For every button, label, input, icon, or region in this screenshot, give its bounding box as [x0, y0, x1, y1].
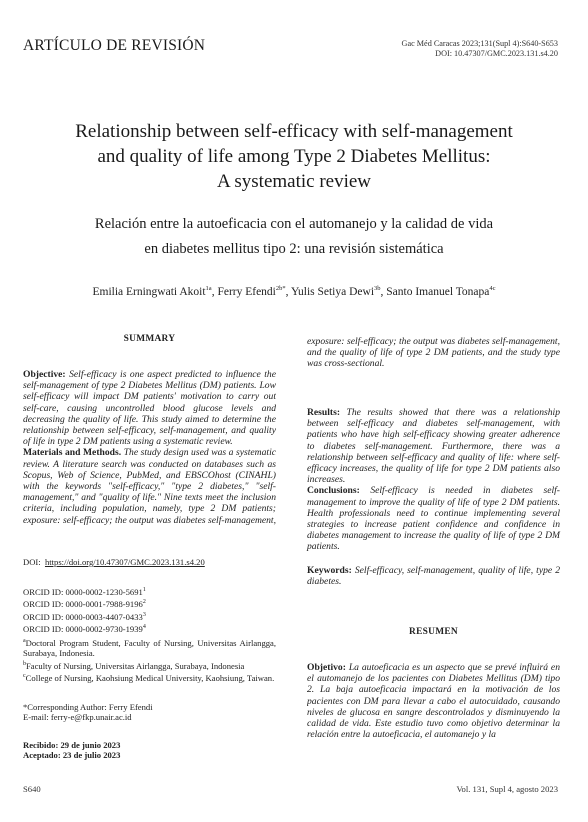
doi-label: DOI:	[23, 557, 41, 567]
affiliation: $^a$Doctoral Program Student, Faculty of Nursing, Universitas Airlangga, Surabaya, Indonesia.	[23, 637, 276, 659]
corresponding-author: *Corresponding Author: Ferry Efendi	[23, 702, 153, 712]
summary-conclusions: Conclusions: Self-efficacy is needed in diabetes self-management to improve the quality of life of type 2 DM patients. Health professionals need to continue implementing several strategies to increase patient confidence and confidence in diabetes management to increase the quality of life of type 2 DM patients.	[307, 485, 560, 553]
article-title	[20, 119, 568, 194]
orcid-id: ORCID ID: 0000-0002-1230-5691$^1$	[23, 586, 146, 597]
citation-doi: DOI: 10.47307/GMC.2023.131.s4.20	[435, 49, 558, 58]
title-line: Relación entre la autoeficacia con el automanejo y la calidad de vida	[94, 216, 494, 232]
page-number: S640	[23, 784, 41, 794]
article-dates	[23, 740, 120, 761]
citation	[402, 39, 558, 59]
summary-left-column	[23, 369, 276, 525]
orcid-list	[23, 585, 146, 634]
title-line: and quality of life among Type 2 Diabetes Mellitus:	[97, 146, 491, 167]
title-line: Relationship between self-efficacy with self-management	[75, 121, 513, 142]
affiliation: $^c$College of Nursing, Kaohsiung Medical University, Kaohsiung, Taiwan.	[23, 672, 275, 683]
author: Santo Imanuel Tonapa$^{4c}$	[386, 285, 496, 298]
summary-heading: SUMMARY	[123, 334, 176, 344]
author-list	[20, 285, 568, 298]
author: Emilia Erningwati Akoit$^{1a}$,	[92, 285, 218, 298]
volume-info: Vol. 131, Supl 4, agosto 2023	[456, 784, 558, 794]
author: Yulis Setiya Dewi$^{3b}$,	[290, 285, 387, 298]
summary-keywords: Keywords: Self-efficacy, self-management, quality of life, type 2 diabetes.	[307, 564, 561, 587]
article-title-spanish	[20, 212, 568, 262]
section-label: ARTÍCULO DE REVISIÓN	[23, 37, 206, 54]
affiliations	[23, 636, 276, 683]
title-line: en diabetes mellitus tipo 2: una revisión sistemática	[144, 241, 444, 257]
orcid-id: ORCID ID: 0000-0001-7988-9196$^2$	[23, 599, 146, 610]
correspondence	[23, 702, 153, 723]
title-line: A systematic review	[216, 171, 372, 192]
orcid-id: ORCID ID: 0000-0003-4407-0433$^3$	[23, 611, 146, 622]
summary-methods-continued: exposure: self-efficacy; the output was diabetes self-management, and the quality of life of type 2 DM patients, and the study type was cross-sectional.	[307, 336, 560, 370]
summary-right-column	[307, 407, 560, 587]
doi-link[interactable]: https://doi.org/10.47307/GMC.2023.131.s4.20	[44, 557, 205, 567]
summary-results: Results: The results showed that there was a relationship between self-efficacy and diabetes self-management, with patients who have high self-efficacy showing greater adherence to diabetes self-management. Furthermore, there was a relationship between self-efficacy and quality of life: where self-efficacy increases, the quality of life for type 2 DM patients also increases.	[307, 407, 561, 486]
received-date: Recibido: 29 de junio 2023	[23, 740, 121, 750]
author: Ferry Efendi$^{2b*}$,	[217, 285, 291, 298]
doi-line	[23, 557, 205, 567]
resumen-objective: Objetivo: La autoeficacia es un aspecto que se prevé influirá en el automanejo de los pacientes con Diabetes Mellitus (DM) tipo 2. La baja autoeficacia impactará en la motivación de los pacientes con DM para llevar a cabo el autocuidado, causando niveles de glucosa en sangre descontrolados y disminuyendo la calidad de vida. Este estudio tuvo como objetivo determinar la relación entre la autoeficacia, el automanejo y la	[307, 662, 560, 741]
summary-methods: Materials and Methods. The study design used was a systematic review. A literature search was conducted on databases such as Scopus, Web of Science, PubMed, and EBSCOhost (CINAHL) with the keywords "self-efficacy," "type 2 diabetes," "self-management," and "quality of life." Nine texts meet the inclusion criteria, including population, namely, type 2 DM patients; exposure: self-efficacy; the output was diabetes self-management,	[23, 447, 276, 525]
orcid-id: ORCID ID: 0000-0002-9730-1939$^4$	[23, 623, 146, 634]
accepted-date: Aceptado: 23 de julio 2023	[23, 750, 121, 761]
citation-journal: Gac Méd Caracas 2023;131(Supl 4):S640-S653	[401, 39, 558, 48]
summary-objective: Objective: Self-efficacy is one aspect predicted to influence the self-management of type 2 Diabetes Mellitus (DM) patients. Low self-efficacy will impact DM patients' motivation to carry out self-care, causing uncontrolled blood glucose levels and decreasing the quality of life. This study aimed to determine the relationship between self-efficacy, self-management, and quality of life in type 2 DM patients using a systematic review.	[23, 369, 276, 448]
affiliation: $^b$Faculty of Nursing, Universitas Airlangga, Surabaya, Indonesia	[23, 660, 245, 671]
corresponding-email: E-mail: ferry-e@fkp.unair.ac.id	[23, 712, 132, 723]
resumen-heading: RESUMEN	[409, 627, 458, 637]
